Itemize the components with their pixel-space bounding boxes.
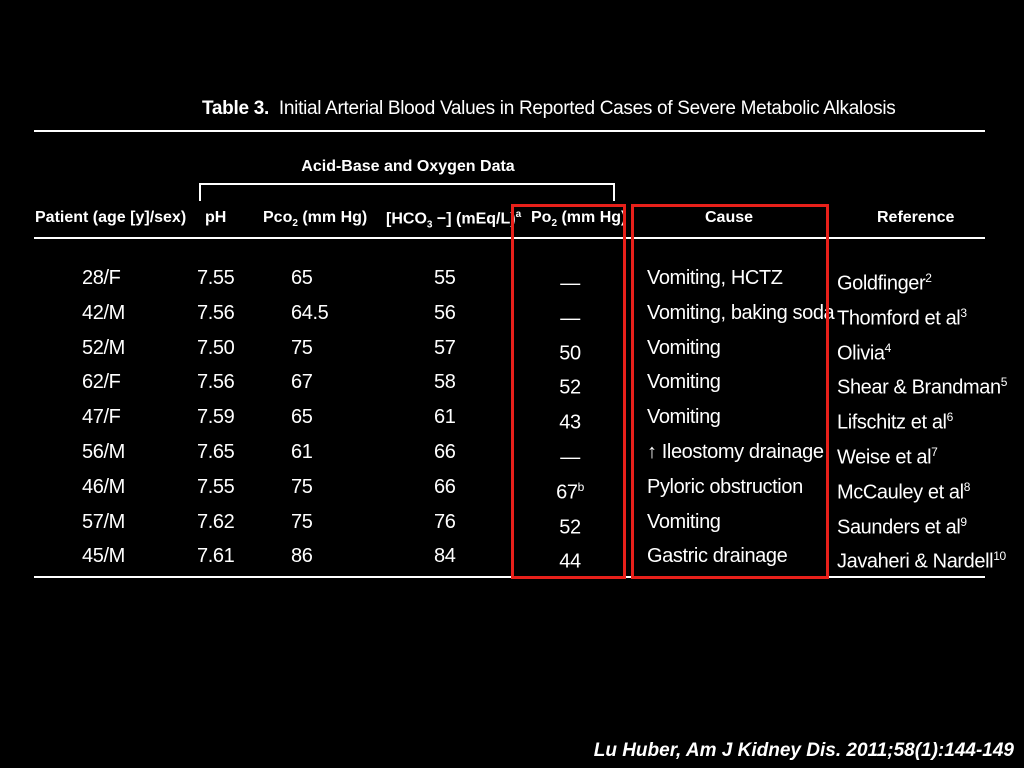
table-number: Table 3. bbox=[202, 98, 269, 119]
cell-hco3: 84 bbox=[434, 545, 456, 568]
header-ph: pH bbox=[205, 209, 227, 226]
cell-cause: Vomiting, HCTZ bbox=[647, 267, 783, 289]
cell-ph: 7.55 bbox=[197, 475, 235, 498]
table-header-rule bbox=[34, 237, 985, 239]
cell-pco2: 67 bbox=[291, 371, 313, 394]
cell-cause: Pyloric obstruction bbox=[647, 475, 803, 498]
table-bottom-rule bbox=[34, 576, 985, 578]
cell-po2: 44 bbox=[559, 551, 581, 574]
cell-pco2: 75 bbox=[291, 336, 313, 359]
cell-ph: 7.56 bbox=[197, 371, 235, 394]
cell-reference: McCauley et $al^8$ bbox=[837, 479, 970, 504]
cell-reference: Weise et $al^7$ bbox=[837, 445, 938, 469]
citation: Lu Huber, Am J Kidney Dis. 2011;58(1):144-149 bbox=[593, 740, 1014, 761]
cause-column-highlight bbox=[631, 204, 829, 579]
cell-hco3: 61 bbox=[434, 406, 456, 429]
cell-po2: 67$^b$ bbox=[556, 479, 584, 504]
header-hco3: [$HCO_3$ −] $(mEq/L)^a$ bbox=[386, 209, 522, 231]
cell-cause: Vomiting bbox=[647, 336, 721, 359]
cell-patient: 57/M bbox=[82, 510, 125, 533]
cell-reference: Thomford et $al^3$ bbox=[837, 305, 967, 330]
header-reference: Reference bbox=[877, 209, 955, 226]
group-header: Acid-Base and Oxygen Data bbox=[301, 158, 515, 175]
table-caption: Initial Arterial Blood Values in Reported Cases of Severe Metabolic Alkalosis bbox=[278, 98, 896, 119]
cell-ph: 7.59 bbox=[197, 406, 235, 429]
cell-hco3: 58 bbox=[434, 371, 456, 394]
cell-reference: Lifschitz et $al^6$ bbox=[837, 410, 953, 434]
cell-pco2: 86 bbox=[291, 545, 313, 568]
cell-hco3: 56 bbox=[434, 301, 456, 324]
table-title bbox=[202, 98, 895, 120]
cell-reference: Javaheri & Nardell$^{10}$ bbox=[837, 549, 1006, 574]
cell-ph: 7.50 bbox=[197, 336, 235, 359]
cell-pco2: 75 bbox=[291, 475, 313, 498]
cell-patient: 28/F bbox=[82, 267, 121, 289]
cell-po2: 52 bbox=[559, 377, 581, 400]
cell-reference: Olivia$^4$ bbox=[837, 340, 891, 365]
cell-hco3: 66 bbox=[434, 475, 456, 498]
cell-ph: 7.56 bbox=[197, 301, 235, 324]
cell-ph: 7.65 bbox=[197, 441, 235, 463]
table-top-rule bbox=[34, 130, 985, 132]
header-po2: $Po_2$ (mm Hg) bbox=[531, 209, 627, 230]
cell-ph: 7.55 bbox=[197, 267, 235, 289]
cell-pco2: 61 bbox=[291, 441, 313, 463]
cell-reference: Goldfinger$^2$ bbox=[837, 271, 932, 295]
cell-patient: 46/M bbox=[82, 475, 125, 498]
cell-po2: 50 bbox=[559, 342, 581, 365]
cell-reference: Saunders et $al^9$ bbox=[837, 514, 967, 539]
header-pco2: Pco$_2$ (mm Hg) bbox=[263, 209, 368, 230]
cell-pco2: 65 bbox=[291, 406, 313, 429]
cell-hco3: 66 bbox=[434, 441, 456, 463]
cell-hco3: 57 bbox=[434, 336, 456, 359]
cell-ph: 7.62 bbox=[197, 510, 235, 533]
group-bracket bbox=[199, 183, 615, 201]
cell-patient: 62/F bbox=[82, 371, 121, 394]
header-patient: Patient (age [y]/sex) bbox=[35, 209, 187, 226]
cell-po2: — bbox=[560, 446, 580, 469]
cell-patient: 45/M bbox=[82, 545, 125, 568]
cell-cause: Gastric drainage bbox=[647, 545, 788, 568]
cell-hco3: 76 bbox=[434, 510, 456, 533]
cell-ph: 7.61 bbox=[197, 545, 235, 568]
cell-cause: ↑ Ileostomy drainage bbox=[647, 441, 824, 463]
cell-po2: — bbox=[560, 307, 580, 330]
cell-cause: Vomiting bbox=[647, 371, 721, 394]
cell-po2: 52 bbox=[559, 516, 581, 539]
cell-pco2: 65 bbox=[291, 267, 313, 289]
header-cause: Cause bbox=[705, 209, 754, 226]
cell-cause: Vomiting, baking soda bbox=[647, 301, 835, 324]
cell-po2: — bbox=[560, 272, 580, 295]
cell-patient: 56/M bbox=[82, 441, 125, 463]
cell-pco2: 64.5 bbox=[291, 301, 329, 324]
cell-pco2: 75 bbox=[291, 510, 313, 533]
cell-reference: Shear & Brandman$^5$ bbox=[837, 375, 1007, 400]
cell-patient: 52/M bbox=[82, 336, 125, 359]
cell-po2: 43 bbox=[559, 411, 581, 434]
cell-cause: Vomiting bbox=[647, 406, 721, 429]
cell-patient: 47/F bbox=[82, 406, 121, 429]
cell-cause: Vomiting bbox=[647, 510, 721, 533]
cell-hco3: 55 bbox=[434, 267, 456, 289]
po2-column-highlight bbox=[511, 204, 626, 579]
cell-patient: 42/M bbox=[82, 301, 125, 324]
